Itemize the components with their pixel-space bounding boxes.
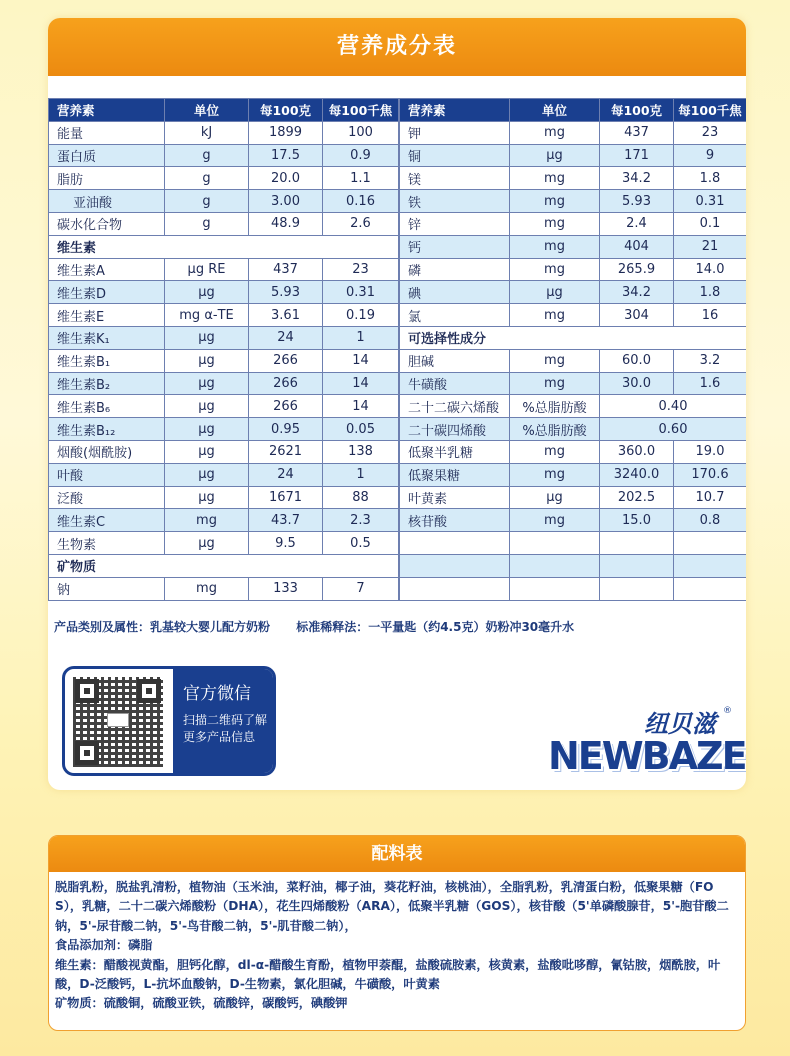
nutrient-unit: mg α-TE (165, 304, 249, 327)
nutrient-name: 亚油酸 (49, 190, 165, 213)
table-row (49, 349, 399, 372)
nutrient-unit: g (165, 144, 249, 167)
empty-cell (674, 532, 747, 555)
nutrient-name: 钙 (400, 235, 510, 258)
empty-cell (674, 554, 747, 577)
value-per100kj: 14 (323, 349, 399, 372)
value-per100kj: 14.0 (674, 258, 747, 281)
nutrient-name: 生物素 (49, 532, 165, 555)
nutrient-name: 钠 (49, 577, 165, 600)
wechat-box[interactable] (62, 666, 276, 776)
table-row (49, 281, 399, 304)
value-per100g: 34.2 (600, 281, 674, 304)
table-row (49, 212, 399, 235)
nutrient-unit: mg (165, 577, 249, 600)
table-row (49, 304, 399, 327)
wechat-desc: 扫描二维码了解更多产品信息 (183, 713, 268, 744)
brand-cn: 纽贝滋 (644, 710, 716, 738)
nutrient-name: 脂肪 (49, 167, 165, 190)
nutrient-unit: g (165, 167, 249, 190)
nutrient-unit: mg (510, 372, 600, 395)
nutrient-unit: μg (510, 281, 600, 304)
table-row (400, 281, 747, 304)
table-row (49, 258, 399, 281)
wechat-title: 官方微信 (183, 684, 251, 704)
ingredients-line: 维生素：醋酸视黄酯，胆钙化醇，dl-α-醋酸生育酚，植物甲萘醌，盐酸硫胺素，核黄素，盐酸吡哆醇，氰钴胺，烟酰胺，叶酸，D-泛酸钙，L-抗坏血酸钠，D-生物素，氯化胆碱，牛磺酸，叶黄素 (55, 957, 721, 992)
value-per100g: 404 (600, 235, 674, 258)
value-per100kj: 1 (323, 326, 399, 349)
table-row (400, 577, 747, 600)
value-per100kj: 100 (323, 121, 399, 144)
nutrient-unit: g (165, 190, 249, 213)
header-nutrient: 营养素 (400, 99, 510, 122)
value-per100g: 1671 (249, 486, 323, 509)
table-row (49, 326, 399, 349)
nutrient-name: 维生素B₂ (49, 372, 165, 395)
nutrient-name: 低聚果糖 (400, 463, 510, 486)
section-header: 矿物质 (49, 554, 399, 577)
nutrient-name: 泛酸 (49, 486, 165, 509)
nutrient-unit: mg (510, 167, 600, 190)
value-per100g: 24 (249, 326, 323, 349)
nutrient-unit: μg (165, 532, 249, 555)
nutrient-name: 维生素B₁₂ (49, 418, 165, 441)
header-per100kj: 每100千焦 (674, 99, 747, 122)
table-row (400, 326, 747, 349)
nutrient-name: 铁 (400, 190, 510, 213)
header-unit: 单位 (165, 99, 249, 122)
ingredients-title: 配料表 (49, 836, 745, 872)
value-per100g: 5.93 (249, 281, 323, 304)
value-per100kj: 1.6 (674, 372, 747, 395)
nutrition-card (48, 18, 746, 790)
value-per100g: 60.0 (600, 349, 674, 372)
nutrient-unit: μg (165, 395, 249, 418)
nutrient-name: 叶酸 (49, 463, 165, 486)
product-info (54, 618, 574, 635)
nutrient-name: 维生素B₆ (49, 395, 165, 418)
table-row (49, 144, 399, 167)
value-per100kj: 0.9 (323, 144, 399, 167)
table-row (49, 418, 399, 441)
nutrient-unit: μg (165, 418, 249, 441)
value-per100g: 24 (249, 463, 323, 486)
value-per100kj: 16 (674, 304, 747, 327)
nutrient-unit: μg (165, 463, 249, 486)
nutrient-unit: g (165, 212, 249, 235)
nutrient-name: 蛋白质 (49, 144, 165, 167)
table-row (400, 258, 747, 281)
value-per100g: 48.9 (249, 212, 323, 235)
value-per100g: 34.2 (600, 167, 674, 190)
table-row (400, 486, 747, 509)
value-per100g: 17.5 (249, 144, 323, 167)
table-row (400, 144, 747, 167)
ingredients-text (49, 872, 745, 1020)
table-row (49, 395, 399, 418)
value-per100kj: 0.05 (323, 418, 399, 441)
nutrient-value: 0.40 (600, 395, 747, 418)
qr-code-icon[interactable] (73, 677, 163, 767)
nutrient-unit: mg (510, 190, 600, 213)
value-per100kj: 0.8 (674, 509, 747, 532)
value-per100kj: 21 (674, 235, 747, 258)
nutrient-name: 低聚半乳糖 (400, 440, 510, 463)
table-row (400, 304, 747, 327)
value-per100g: 9.5 (249, 532, 323, 555)
value-per100g: 1899 (249, 121, 323, 144)
table-row (49, 372, 399, 395)
dilution-method: 标准稀释法：一平量匙（约4.5克）奶粉冲30毫升水 (296, 620, 575, 634)
nutrient-name: 叶黄素 (400, 486, 510, 509)
value-per100g: 266 (249, 395, 323, 418)
value-per100kj: 1 (323, 463, 399, 486)
nutrient-unit: kJ (165, 121, 249, 144)
value-per100kj: 0.19 (323, 304, 399, 327)
empty-cell (400, 577, 510, 600)
nutrient-unit: mg (510, 212, 600, 235)
empty-cell (510, 532, 600, 555)
nutrient-unit: mg (510, 349, 600, 372)
value-per100kj: 170.6 (674, 463, 747, 486)
nutrient-unit: μg (165, 440, 249, 463)
nutrient-name: 碘 (400, 281, 510, 304)
nutrient-unit: %总脂肪酸 (510, 395, 600, 418)
empty-cell (510, 554, 600, 577)
nutrient-name: 锌 (400, 212, 510, 235)
value-per100g: 437 (249, 258, 323, 281)
nutrient-name: 钾 (400, 121, 510, 144)
table-row (400, 463, 747, 486)
table-row (49, 509, 399, 532)
ingredients-card (48, 835, 746, 1031)
nutrient-unit: mg (510, 304, 600, 327)
nutrient-name: 胆碱 (400, 349, 510, 372)
nutrient-name: 二十二碳六烯酸 (400, 395, 510, 418)
value-per100g: 43.7 (249, 509, 323, 532)
nutrient-name: 维生素C (49, 509, 165, 532)
value-per100g: 437 (600, 121, 674, 144)
value-per100kj: 1.8 (674, 281, 747, 304)
table-row (49, 440, 399, 463)
table-row (49, 486, 399, 509)
value-per100g: 15.0 (600, 509, 674, 532)
nutrient-name: 烟酸(烟酰胺) (49, 440, 165, 463)
nutrient-name: 能量 (49, 121, 165, 144)
table-row (49, 190, 399, 213)
empty-cell (600, 554, 674, 577)
value-per100kj: 19.0 (674, 440, 747, 463)
value-per100kj: 2.3 (323, 509, 399, 532)
ingredients-line: 食品添加剂：磷脂 (55, 938, 153, 953)
value-per100g: 265.9 (600, 258, 674, 281)
nutrient-unit: μg (510, 486, 600, 509)
nutrient-unit: mg (165, 509, 249, 532)
product-category: 产品类别及属性：乳基较大婴儿配方奶粉 (54, 620, 271, 634)
wechat-panel (173, 669, 273, 773)
nutrient-name: 二十碳四烯酸 (400, 418, 510, 441)
nutrition-tables (48, 98, 746, 600)
nutrient-name: 碳水化合物 (49, 212, 165, 235)
value-per100kj: 23 (323, 258, 399, 281)
table-row (49, 235, 399, 258)
value-per100g: 266 (249, 372, 323, 395)
value-per100g: 3.00 (249, 190, 323, 213)
value-per100kj: 0.31 (323, 281, 399, 304)
nutrient-unit: μg (165, 372, 249, 395)
value-per100kj: 14 (323, 372, 399, 395)
header-nutrient: 营养素 (49, 99, 165, 122)
brand-en: NEWBAZE (548, 734, 746, 778)
nutrient-unit: μg (510, 144, 600, 167)
table-row (400, 349, 747, 372)
table-row (49, 577, 399, 600)
table-row (49, 121, 399, 144)
nutrient-name: 镁 (400, 167, 510, 190)
header-per100g: 每100克 (249, 99, 323, 122)
nutrient-name: 维生素E (49, 304, 165, 327)
nutrient-unit: μg (165, 486, 249, 509)
nutrition-table-left (48, 98, 399, 601)
nutrient-unit: mg (510, 258, 600, 281)
nutrient-name: 氯 (400, 304, 510, 327)
section-header: 可选择性成分 (400, 326, 747, 349)
nutrient-name: 核苷酸 (400, 509, 510, 532)
value-per100kj: 10.7 (674, 486, 747, 509)
value-per100kj: 2.6 (323, 212, 399, 235)
table-row (400, 212, 747, 235)
value-per100kj: 138 (323, 440, 399, 463)
value-per100kj: 7 (323, 577, 399, 600)
value-per100g: 304 (600, 304, 674, 327)
value-per100kj: 1.8 (674, 167, 747, 190)
nutrient-name: 维生素K₁ (49, 326, 165, 349)
value-per100kj: 0.5 (323, 532, 399, 555)
table-row (400, 554, 747, 577)
value-per100g: 0.95 (249, 418, 323, 441)
header-unit: 单位 (510, 99, 600, 122)
nutrient-unit: μg (165, 281, 249, 304)
table-row (400, 509, 747, 532)
table-row (400, 532, 747, 555)
value-per100kj: 88 (323, 486, 399, 509)
nutrition-table-right (399, 98, 746, 601)
nutrient-unit: mg (510, 440, 600, 463)
value-per100kj: 1.1 (323, 167, 399, 190)
nutrient-name: 磷 (400, 258, 510, 281)
table-row (400, 121, 747, 144)
nutrient-unit: mg (510, 509, 600, 532)
value-per100g: 30.0 (600, 372, 674, 395)
nutrient-unit: μg RE (165, 258, 249, 281)
value-per100g: 3.61 (249, 304, 323, 327)
table-row (400, 440, 747, 463)
nutrient-name: 维生素D (49, 281, 165, 304)
nutrient-unit: %总脂肪酸 (510, 418, 600, 441)
value-per100g: 133 (249, 577, 323, 600)
value-per100g: 5.93 (600, 190, 674, 213)
brand-logo (548, 704, 746, 784)
value-per100kj: 23 (674, 121, 747, 144)
header-per100g: 每100克 (600, 99, 674, 122)
table-row (400, 190, 747, 213)
value-per100kj: 14 (323, 395, 399, 418)
value-per100g: 20.0 (249, 167, 323, 190)
nutrient-name: 维生素A (49, 258, 165, 281)
empty-cell (600, 577, 674, 600)
ingredients-line: 脱脂乳粉，脱盐乳清粉，植物油（玉米油，菜籽油，椰子油，葵花籽油，核桃油），全脂乳粉，乳清蛋白粉，低聚果糖（FOS），乳糖，二十二碳六烯酸粉（DHA），花生四烯酸粉（ARA），低聚半乳糖（GOS），核苷酸（5'单磷酸腺苷，5'-胞苷酸二钠，5'-尿苷酸二钠，5'-鸟苷酸二钠，5'-肌苷酸二钠）， (55, 880, 729, 933)
value-per100g: 2.4 (600, 212, 674, 235)
nutrition-title: 营养成分表 (48, 18, 746, 76)
value-per100kj: 3.2 (674, 349, 747, 372)
value-per100g: 360.0 (600, 440, 674, 463)
value-per100g: 266 (249, 349, 323, 372)
nutrient-name: 铜 (400, 144, 510, 167)
nutrient-unit: μg (165, 349, 249, 372)
nutrient-name: 维生素B₁ (49, 349, 165, 372)
value-per100kj: 9 (674, 144, 747, 167)
nutrient-unit: mg (510, 463, 600, 486)
empty-cell (600, 532, 674, 555)
table-row (400, 395, 747, 418)
empty-cell (400, 554, 510, 577)
nutrient-unit: mg (510, 121, 600, 144)
registered-mark: ® (723, 706, 732, 716)
table-row (49, 554, 399, 577)
nutrient-unit: mg (510, 235, 600, 258)
empty-cell (510, 577, 600, 600)
value-per100kj: 0.16 (323, 190, 399, 213)
table-row (49, 463, 399, 486)
table-row (400, 372, 747, 395)
header-per100kj: 每100千焦 (323, 99, 399, 122)
ingredients-line: 矿物质：硫酸铜，硫酸亚铁，硫酸锌，碳酸钙，碘酸钾 (55, 996, 348, 1011)
empty-cell (674, 577, 747, 600)
empty-cell (400, 532, 510, 555)
value-per100kj: 0.31 (674, 190, 747, 213)
section-header: 维生素 (49, 235, 399, 258)
table-row (400, 167, 747, 190)
table-row (400, 235, 747, 258)
nutrient-unit: μg (165, 326, 249, 349)
value-per100g: 2621 (249, 440, 323, 463)
table-row (400, 418, 747, 441)
value-per100kj: 0.1 (674, 212, 747, 235)
nutrient-name: 牛磺酸 (400, 372, 510, 395)
nutrient-value: 0.60 (600, 418, 747, 441)
table-row (49, 532, 399, 555)
value-per100g: 3240.0 (600, 463, 674, 486)
value-per100g: 202.5 (600, 486, 674, 509)
value-per100g: 171 (600, 144, 674, 167)
table-row (49, 167, 399, 190)
